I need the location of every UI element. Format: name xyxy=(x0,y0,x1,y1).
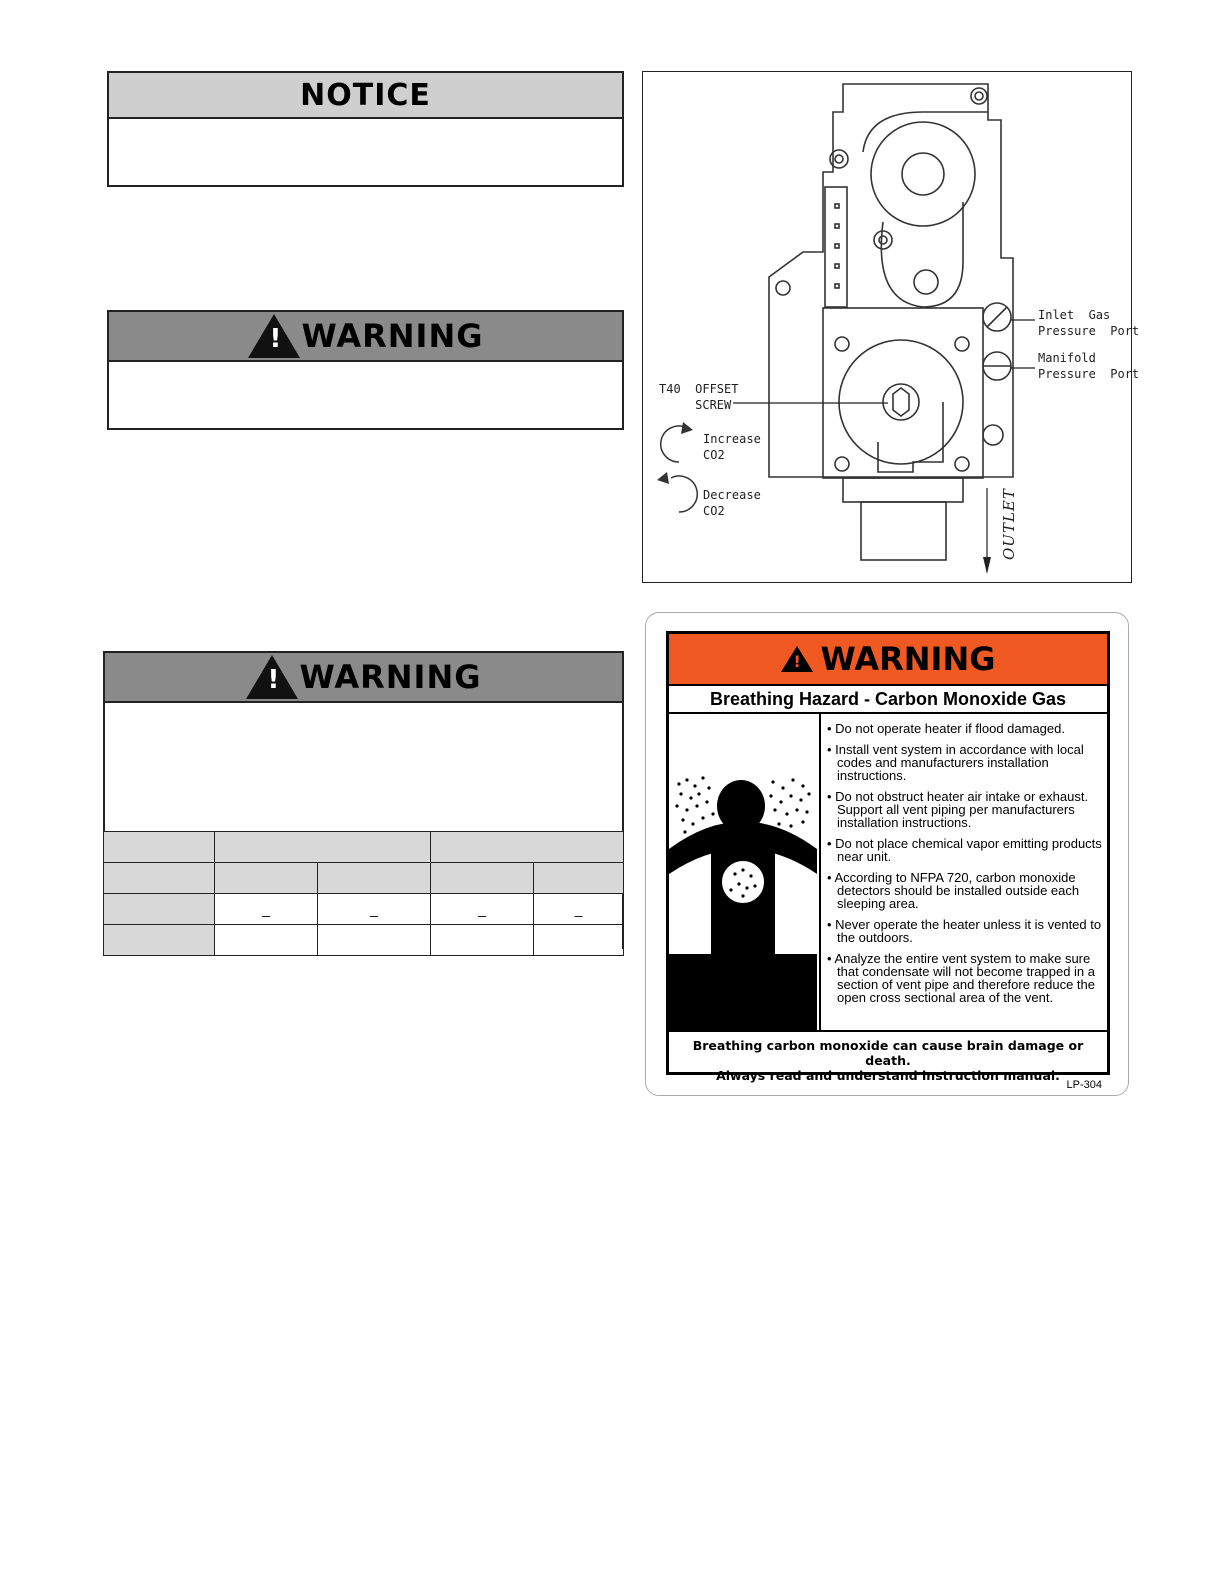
notice-header xyxy=(109,73,622,119)
notice-title: NOTICE xyxy=(300,77,431,113)
table-cell xyxy=(104,832,215,863)
warning-title-1: WARNING xyxy=(301,317,484,355)
warning-title-2: WARNING xyxy=(299,658,482,696)
table-row xyxy=(104,832,624,863)
data-table xyxy=(103,831,624,956)
footer-line-2: Always read and understand instruction manual. xyxy=(716,1068,1060,1083)
table-cell: _ xyxy=(215,894,318,925)
warning-triangle-icon xyxy=(248,314,300,358)
table-cell xyxy=(215,925,318,956)
breathing-hazard-icon xyxy=(669,714,817,1030)
table-cell xyxy=(104,894,215,925)
table-cell xyxy=(431,925,534,956)
list-item: • According to NFPA 720, carbon monoxide detectors should be installed outside each sleeping area. xyxy=(827,870,1080,911)
co-label-footer xyxy=(669,1030,1107,1083)
table-cell: _ xyxy=(431,894,534,925)
table-cell: _ xyxy=(534,894,624,925)
outlet-label: OUTLET xyxy=(1000,488,1018,560)
table-cell xyxy=(431,863,534,894)
footer-line-1: Breathing carbon monoxide can cause brain damage or death. xyxy=(692,1038,1084,1068)
label-code: LP-304 xyxy=(1066,1079,1102,1091)
warning-triangle-icon xyxy=(781,646,813,672)
gas-valve-figure xyxy=(642,71,1140,583)
table-cell xyxy=(104,925,215,956)
table-row xyxy=(104,863,624,894)
list-item: • Do not operate heater if flood damaged. xyxy=(827,721,1065,736)
list-item: • Do not place chemical vapor emitting products near unit. xyxy=(827,836,1102,864)
warning-box-1 xyxy=(107,310,624,430)
co-label-bullets xyxy=(819,714,1107,1030)
table-cell xyxy=(215,863,318,894)
co-label-subtitle: Breathing Hazard - Carbon Monoxide Gas xyxy=(669,686,1107,714)
table-cell: _ xyxy=(318,894,431,925)
warning-header-2 xyxy=(105,653,622,703)
list-item: • Do not obstruct heater air intake or exhaust. Support all vent piping per manufacturers installation instructions. xyxy=(827,789,1089,830)
table-cell xyxy=(104,863,215,894)
warning-header-1 xyxy=(109,312,622,362)
table-cell xyxy=(534,925,624,956)
co-label-header xyxy=(669,634,1107,686)
table-cell xyxy=(534,863,624,894)
co-label-title: WARNING xyxy=(820,640,996,678)
increase-co2-label: Increase CO2 xyxy=(703,432,761,462)
table-cell xyxy=(318,863,431,894)
table-row xyxy=(104,925,624,956)
list-item: • Install vent system in accordance with local codes and manufacturers installation instructions. xyxy=(827,742,1084,783)
table-cell xyxy=(215,832,431,863)
co-warning-label xyxy=(645,612,1129,1096)
inlet-gas-label: Inlet Gas Pressure Port xyxy=(1038,308,1140,338)
co-label-frame xyxy=(666,631,1110,1083)
decrease-co2-label: Decrease CO2 xyxy=(703,488,761,518)
notice-box xyxy=(107,71,624,187)
table-cell xyxy=(318,925,431,956)
list-item: • Analyze the entire vent system to make sure that condensate will not become trapped in a section of vent pipe and therefore reduce the open cross sectional area of the vent. xyxy=(827,951,1096,1005)
list-item: • Never operate the heater unless it is vented to the outdoors. xyxy=(827,917,1102,945)
table-cell xyxy=(431,832,624,863)
manifold-port-label: Manifold Pressure Port xyxy=(1038,351,1140,381)
table-row xyxy=(104,894,624,925)
offset-screw-label: T40 OFFSET SCREW xyxy=(659,382,739,412)
warning-triangle-icon xyxy=(246,655,298,699)
